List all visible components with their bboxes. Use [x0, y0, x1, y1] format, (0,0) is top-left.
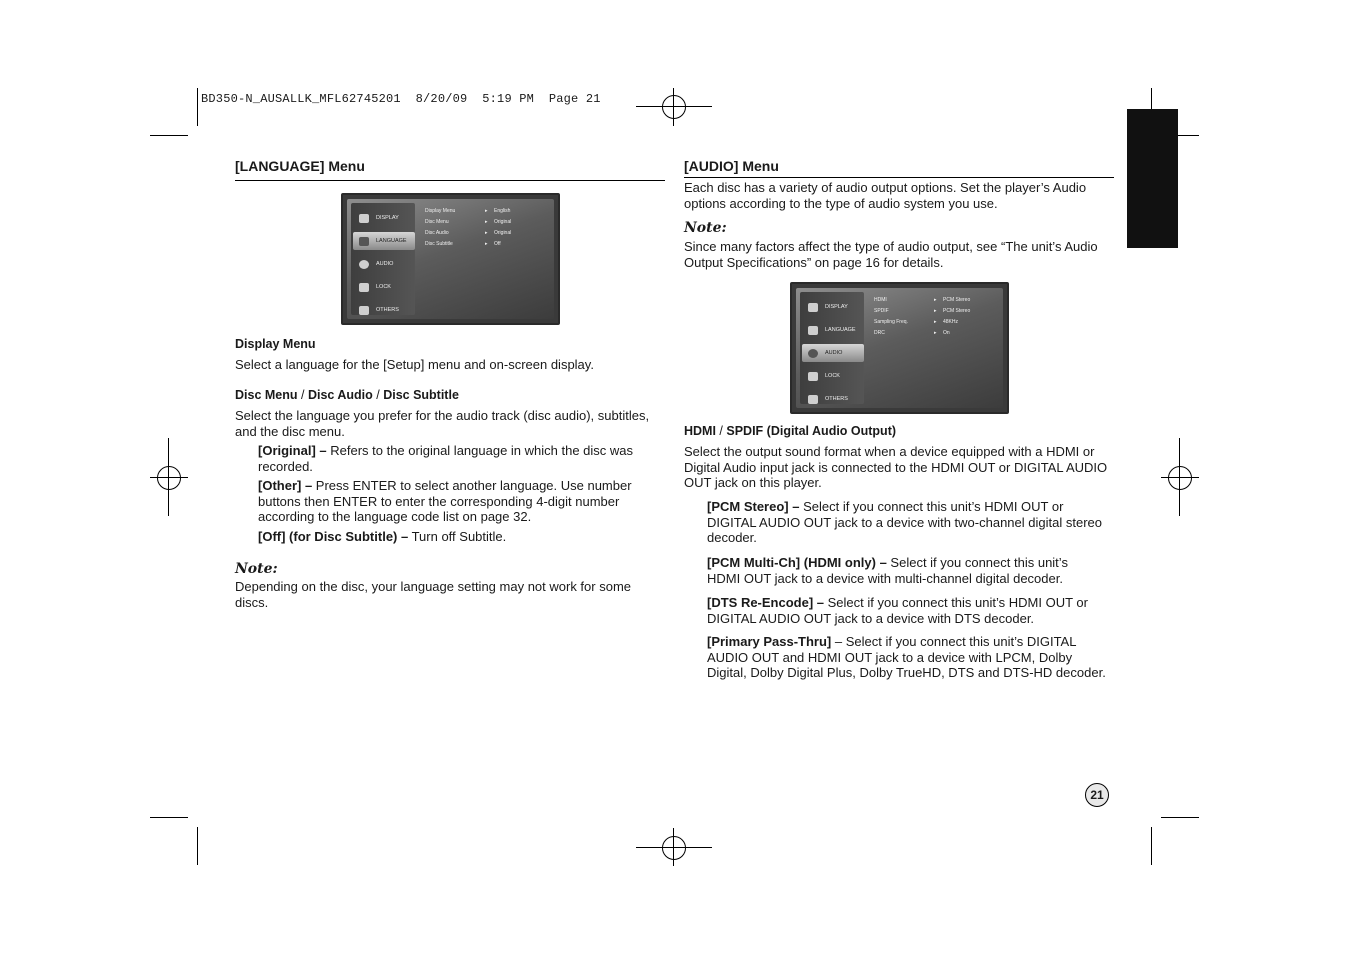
sidebar-item-lock: [802, 367, 864, 385]
disc-menu-heading: Disc Menu / Disc Audio / Disc Subtitle: [235, 388, 459, 402]
note-text: Depending on the disc, your language setting may not work for some discs.: [235, 579, 632, 610]
others-icon: [808, 395, 818, 404]
sidebar-label: AUDIO: [376, 261, 394, 267]
registration-mark-icon: [1168, 466, 1192, 490]
sidebar-item-language: [353, 232, 415, 250]
option-item: [707, 595, 1102, 626]
title-rule: [235, 180, 665, 181]
row-key: Display Menu: [425, 207, 456, 214]
option-term: [PCM Stereo] –: [707, 499, 800, 514]
row-key: Disc Audio: [425, 229, 449, 236]
registration-line: [150, 477, 188, 478]
arrow-right-icon: ▸: [934, 329, 937, 336]
heading-part: SPDIF (Digital Audio Output): [726, 424, 897, 438]
display-icon: [359, 214, 369, 223]
disc-menu-text: Select the language you prefer for the audio track (disc audio), subtitles, and the disc menu.: [235, 408, 650, 439]
language-menu-screenshot: [341, 193, 560, 325]
sidebar-label: DISPLAY: [376, 215, 399, 221]
heading-part: HDMI: [684, 424, 716, 438]
print-slug: BD350-N_AUSALLK_MFL62745201 8/20/09 5:19 PM Page 21: [201, 92, 601, 106]
crop-mark: [1161, 817, 1199, 818]
display-icon: [808, 303, 818, 312]
option-text: Select if you connect this unit’s HDMI OUT or DIGITAL AUDIO OUT jack to a device with DTS decoder.: [707, 595, 1088, 626]
audio-intro: Each disc has a variety of audio output options. Set the player’s Audio options according to the type of audio system you use.: [684, 180, 1087, 211]
sidebar-item-language: [802, 321, 864, 339]
option-item: [707, 634, 1112, 681]
menu-row: [874, 316, 970, 327]
hdmi-heading: HDMI / SPDIF (Digital Audio Output): [684, 424, 897, 438]
audio-icon: [359, 260, 369, 269]
registration-line: [1179, 438, 1180, 516]
lock-icon: [359, 283, 369, 292]
option-text: Select if you connect this unit’s HDMI OUT or DIGITAL AUDIO OUT jack to a device with two-channel digital stereo decoder.: [707, 499, 1102, 545]
title-rule: [684, 177, 1114, 178]
registration-line: [673, 828, 674, 866]
menu-sidebar: [351, 203, 415, 315]
row-value: PCM Stereo: [943, 296, 971, 303]
sidebar-label: OTHERS: [376, 307, 399, 313]
registration-mark-icon: [157, 466, 181, 490]
option-term: [PCM Multi-Ch] (HDMI only) –: [707, 555, 887, 570]
sidebar-item-audio: [353, 255, 415, 273]
heading-part: Disc Menu: [235, 388, 298, 402]
language-menu-title: [LANGUAGE] Menu: [235, 158, 365, 174]
hdmi-text: Select the output sound format when a device equipped with a HDMI or Digital Audio input jack is connected to the HDMI OUT or DIGITAL AUDIO OUT jack on this player.: [684, 444, 1108, 490]
menu-options: [874, 294, 970, 338]
option-text: Select if you connect this unit’s HDMI OUT jack to a device with multi-channel digital decoder.: [707, 555, 1068, 586]
arrow-right-icon: ▸: [934, 307, 937, 314]
sidebar-label: LOCK: [376, 284, 391, 290]
registration-line: [636, 847, 712, 848]
note-text: Since many factors affect the type of audio output, see “The unit’s Audio Output Specifications” on page 16 for details.: [684, 239, 1098, 270]
menu-row: [425, 216, 511, 227]
sidebar-label: DISPLAY: [825, 304, 848, 310]
display-menu-text: Select a language for the [Setup] menu and on-screen display.: [235, 357, 594, 372]
registration-line: [1161, 477, 1199, 478]
sidebar-item-others: [802, 390, 864, 408]
option-text: Press ENTER to select another language. Use number buttons then ENTER to enter the corresponding 4-digit number according to the language code list on page 32.: [258, 478, 632, 524]
heading-part: Disc Subtitle: [383, 388, 459, 402]
sidebar-item-display: [802, 298, 864, 316]
arrow-right-icon: ▸: [485, 218, 488, 225]
arrow-right-icon: ▸: [934, 296, 937, 303]
audio-icon: [808, 349, 818, 358]
row-value: Original: [494, 229, 512, 236]
option-term: [Off] (for Disc Subtitle) –: [258, 529, 409, 544]
language-icon: [808, 326, 818, 335]
arrow-right-icon: ▸: [485, 207, 488, 214]
registration-mark-icon: [662, 95, 686, 119]
registration-mark-icon: [662, 836, 686, 860]
section-tab: [1127, 109, 1178, 248]
audio-menu-title: [AUDIO] Menu: [684, 158, 779, 174]
row-key: Disc Subtitle: [425, 240, 453, 247]
option-item: [258, 478, 663, 525]
menu-row: [874, 294, 970, 305]
sidebar-label: LANGUAGE: [825, 327, 856, 333]
sidebar-item-audio: [802, 344, 864, 362]
language-icon: [359, 237, 369, 246]
option-text: – Select if you connect this unit’s DIGITAL AUDIO OUT and HDMI OUT jack to a device with LPCM, Dolby Digital, Dolby Digital Plus, Dolby TrueHD, DTS and DTS-HD decoder.: [707, 634, 1106, 680]
row-key: Disc Menu: [425, 218, 449, 225]
lock-icon: [808, 372, 818, 381]
option-item: [707, 499, 1107, 546]
option-item: [707, 555, 1077, 586]
sidebar-item-others: [353, 301, 415, 319]
sidebar-item-lock: [353, 278, 415, 296]
option-item: [258, 443, 648, 474]
registration-line: [636, 106, 712, 107]
audio-menu-screenshot: [790, 282, 1009, 414]
menu-row: [874, 305, 970, 316]
option-term: [Primary Pass-Thru]: [707, 634, 832, 649]
row-value: On: [943, 329, 950, 336]
sidebar-label: AUDIO: [825, 350, 843, 356]
sidebar-label: LOCK: [825, 373, 840, 379]
registration-line: [673, 88, 674, 126]
menu-row: [425, 205, 511, 216]
menu-row: [425, 227, 511, 238]
row-key: DRC: [874, 329, 885, 336]
display-menu-heading: Display Menu: [235, 337, 316, 351]
others-icon: [359, 306, 369, 315]
sidebar-label: OTHERS: [825, 396, 848, 402]
menu-options: [425, 205, 511, 249]
option-text: Turn off Subtitle.: [408, 529, 507, 544]
menu-row: [874, 327, 970, 338]
menu-row: [425, 238, 511, 249]
sidebar-label: LANGUAGE: [376, 238, 407, 244]
arrow-right-icon: ▸: [485, 240, 488, 247]
row-value: 48KHz: [943, 318, 959, 325]
arrow-right-icon: ▸: [934, 318, 937, 325]
row-key: HDMI: [874, 296, 887, 303]
note-label: Note:: [235, 561, 278, 577]
row-value: English: [494, 207, 511, 214]
option-term: [Other] –: [258, 478, 313, 493]
crop-mark: [197, 88, 198, 126]
crop-mark: [197, 827, 198, 865]
option-term: [DTS Re-Encode] –: [707, 595, 825, 610]
crop-mark: [150, 135, 188, 136]
row-value: Off: [494, 240, 501, 247]
menu-sidebar: [800, 292, 864, 404]
row-value: Original: [494, 218, 512, 225]
page-number: 21: [1085, 783, 1109, 807]
heading-part: Disc Audio: [307, 388, 373, 402]
arrow-right-icon: ▸: [485, 229, 488, 236]
note-label: Note:: [684, 220, 727, 236]
registration-line: [168, 438, 169, 516]
sidebar-item-display: [353, 209, 415, 227]
option-term: [Original] –: [258, 443, 327, 458]
row-value: PCM Stereo: [943, 307, 971, 314]
row-key: Sampling Freq.: [874, 318, 908, 325]
crop-mark: [1151, 827, 1152, 865]
option-text: Refers to the original language in which the disc was recorded.: [258, 443, 634, 474]
crop-mark: [150, 817, 188, 818]
row-key: SPDIF: [874, 307, 889, 314]
option-item: [258, 529, 658, 545]
